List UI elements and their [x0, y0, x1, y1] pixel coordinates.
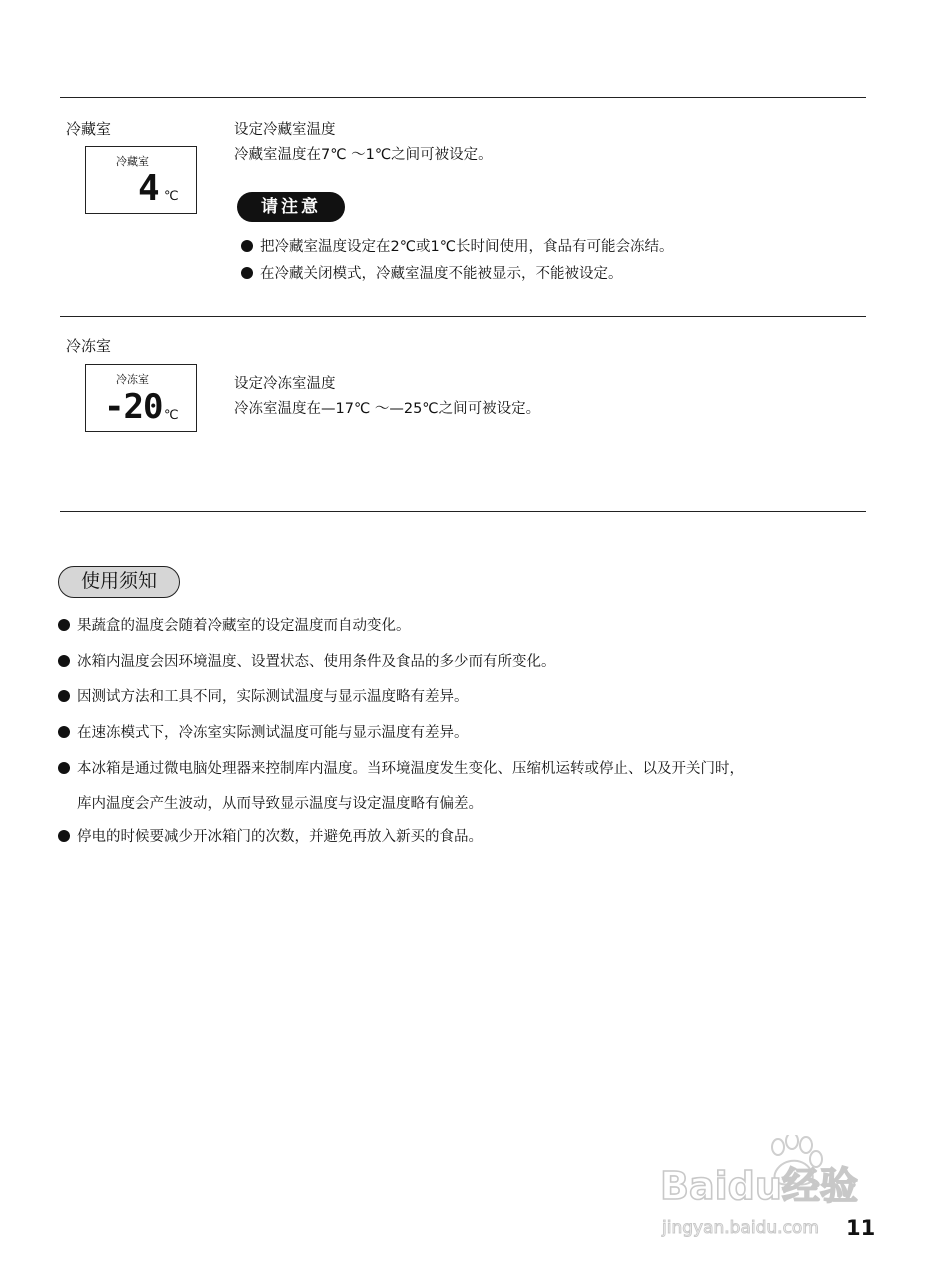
usage-item-4: 在速冻模式下，冷冻室实际测试温度可能与显示温度有差异。: [58, 723, 469, 743]
baidu-jingyan-watermark: [656, 1135, 871, 1240]
usage-item-3: 因测试方法和工具不同，实际测试温度与显示温度略有差异。: [58, 687, 469, 707]
usage-item-5: 本冰箱是通过微电脑处理器来控制库内温度。当环境温度发生变化、压缩机运转或停止、以及开关门时，: [58, 759, 744, 779]
page-number: 11: [846, 1216, 876, 1240]
watermark-url: jingyan.baidu.com: [662, 1218, 819, 1238]
bullet-icon: [58, 655, 70, 667]
usage-notes-heading: 使用须知: [58, 566, 180, 598]
fridge-section-label: 冷藏室: [66, 120, 112, 138]
freezer-description: [234, 372, 540, 422]
divider-middle: [60, 316, 866, 317]
bullet-icon: [241, 240, 253, 252]
fridge-display-value: 4: [138, 168, 160, 209]
bullet-icon: [58, 619, 70, 631]
usage-item-2: 冰箱内温度会因环境温度、设置状态、使用条件及食品的多少而有所变化。: [58, 652, 556, 672]
freezer-display-unit: ℃: [164, 408, 179, 423]
fridge-display-title: 冷藏室: [116, 155, 149, 168]
fridge-description: [234, 118, 493, 168]
bullet-icon: [58, 762, 70, 774]
bullet-icon: [241, 267, 253, 279]
freezer-section-label: 冷冻室: [66, 337, 112, 355]
fridge-note-1: 把冷藏室温度设定在2℃或1℃长时间使用，食品有可能会冻结。: [241, 237, 674, 257]
freezer-display: [85, 364, 197, 432]
notice-badge: 请注意: [237, 192, 345, 222]
divider-bottom: [60, 511, 866, 512]
watermark-brand: Baidu经验: [660, 1164, 858, 1208]
usage-item-5-continuation: 库内温度会产生波动，从而导致显示温度与设定温度略有偏差。: [77, 796, 483, 812]
divider-top: [60, 97, 866, 98]
freezer-desc-title: 设定冷冻室温度: [234, 376, 336, 392]
fridge-display: [85, 146, 197, 214]
freezer-desc-range: 冷冻室温度在—17℃ ～—25℃之间可被设定。: [234, 401, 541, 417]
fridge-display-unit: ℃: [164, 189, 179, 204]
freezer-display-title: 冷冻室: [116, 373, 149, 386]
fridge-desc-range: 冷藏室温度在7℃ ～1℃之间可被设定。: [234, 147, 493, 163]
freezer-display-value: -20: [104, 387, 163, 427]
bullet-icon: [58, 830, 70, 842]
bullet-icon: [58, 690, 70, 702]
fridge-note-2: 在冷藏关闭模式，冷藏室温度不能被显示，不能被设定。: [241, 264, 623, 284]
bullet-icon: [58, 726, 70, 738]
fridge-desc-title: 设定冷藏室温度: [234, 122, 336, 138]
usage-item-1: 果蔬盒的温度会随着冷藏室的设定温度而自动变化。: [58, 616, 411, 636]
usage-item-6: 停电的时候要减少开冰箱门的次数，并避免再放入新买的食品。: [58, 827, 483, 847]
